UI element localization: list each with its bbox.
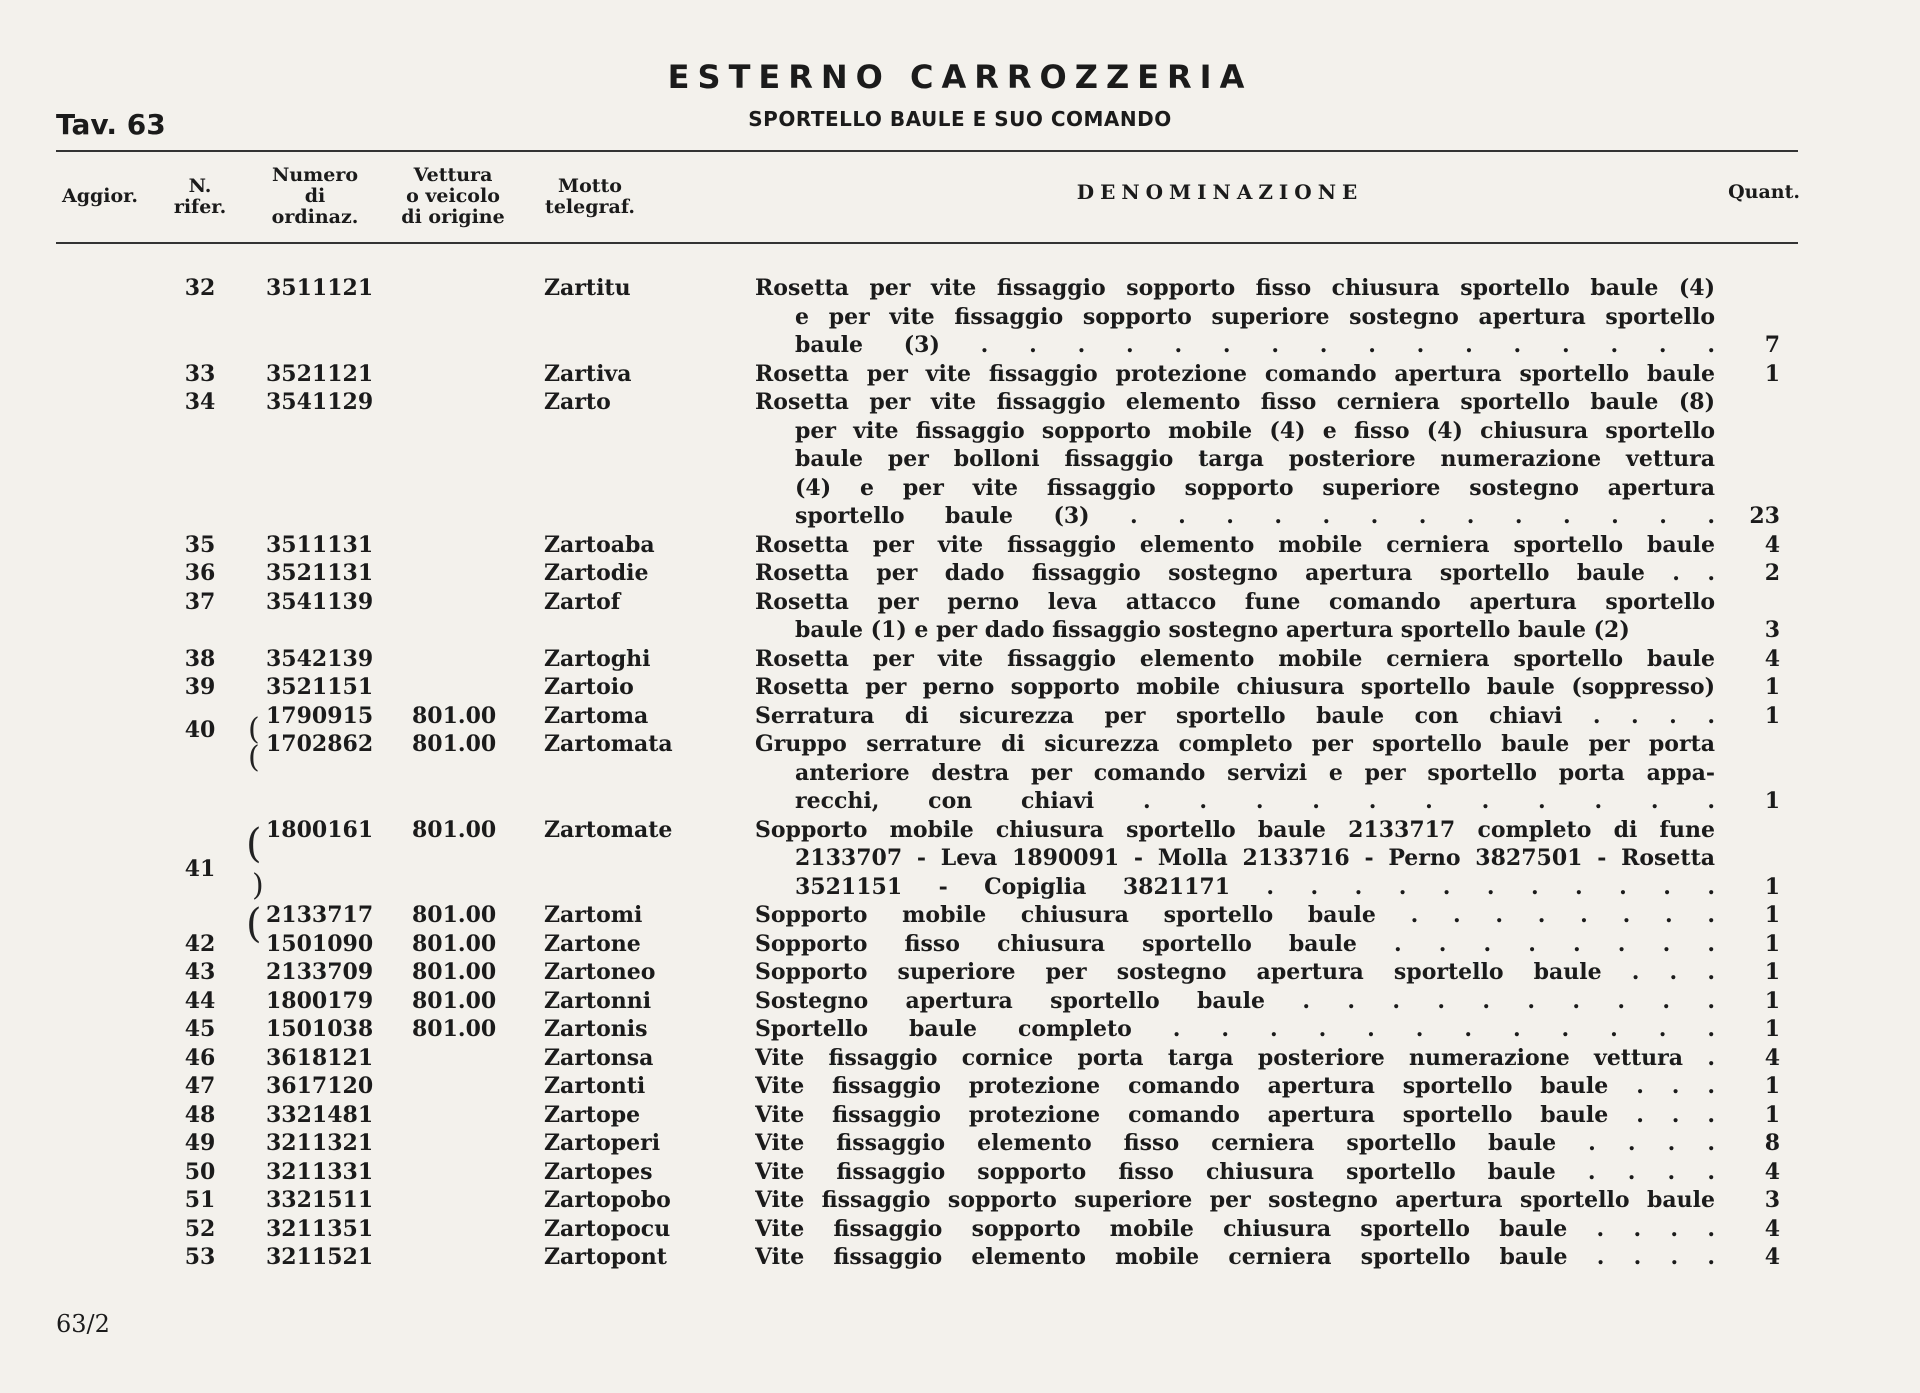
description-line: (4) e per vite fissaggio sopporto superiore sostegno apertura — [795, 474, 1715, 501]
table-row — [0, 958, 1920, 987]
ref-number: 37 — [184, 588, 216, 615]
description-line: Rosetta per vite fissaggio elemento mobile cerniera sportello baule — [755, 645, 1715, 672]
telegraph-code: Zartitu — [544, 275, 631, 301]
quantity: 4 — [1764, 531, 1780, 558]
vehicle-origin: 801.00 — [412, 930, 497, 957]
order-number: 3521131 — [266, 560, 374, 586]
order-number: 1702862 — [266, 731, 374, 757]
quantity: 3 — [1764, 1187, 1780, 1213]
telegraph-code: Zartiva — [544, 360, 632, 387]
telegraph-code: Zartopont — [544, 1244, 667, 1270]
quantity: 1 — [1764, 987, 1780, 1014]
description-line: Vite fissaggio elemento fisso cerniera sportello baule . . . . — [755, 1130, 1715, 1156]
telegraph-code: Zartopobo — [544, 1187, 671, 1213]
description — [755, 1101, 1715, 1130]
telegraph-code: Zartof — [544, 588, 621, 615]
description-line: Sopporto mobile chiusura sportello baule 2133717 completo di fune — [755, 816, 1715, 843]
telegraph-code: Zartomi — [544, 902, 643, 928]
quantity: 1 — [1764, 930, 1780, 957]
vehicle-origin: 801.00 — [412, 731, 497, 757]
description — [755, 816, 1715, 902]
brace-ref-41-upper: ( — [246, 821, 262, 867]
description — [755, 1243, 1715, 1272]
description-line: Rosetta per vite fissaggio protezione comando apertura sportello baule — [755, 360, 1715, 387]
quantity: 1 — [1764, 959, 1780, 985]
page-number: 63/2 — [56, 1310, 110, 1338]
telegraph-code: Zartomata — [544, 731, 673, 757]
description-line: baule per bolloni fissaggio targa posteriore numerazione vettura — [795, 446, 1715, 472]
col-header-vettura: Vettura o veicolo di origine — [401, 164, 505, 228]
description-line: Vite fissaggio sopporto fisso chiusura sportello baule . . . . — [755, 1158, 1715, 1185]
telegraph-code: Zartoaba — [544, 531, 655, 558]
table-row — [0, 360, 1920, 389]
order-number: 1800161 — [266, 816, 374, 843]
description — [755, 1186, 1715, 1215]
vehicle-origin: 801.00 — [412, 1016, 497, 1042]
quantity: 4 — [1764, 1244, 1780, 1270]
description — [755, 901, 1715, 930]
ref-number: 32 — [184, 275, 216, 301]
telegraph-code: Zartonni — [544, 987, 652, 1014]
ref-number: 52 — [184, 1215, 216, 1242]
ref-number: 48 — [184, 1101, 216, 1128]
table-row — [0, 987, 1920, 1016]
order-number: 2133709 — [266, 959, 374, 985]
order-number: 3211321 — [266, 1130, 374, 1156]
quantity: 1 — [1764, 1101, 1780, 1128]
ref-number: 53 — [184, 1244, 216, 1270]
description-line: Vite fissaggio cornice porta targa posteriore numerazione vettura . — [755, 1044, 1715, 1071]
section-subtitle: SPORTELLO BAULE E SUO COMANDO — [748, 107, 1172, 131]
order-number: 3511131 — [266, 531, 374, 558]
description — [755, 559, 1715, 588]
description-line: Sostegno apertura sportello baule . . . . . . . . . . — [755, 987, 1715, 1014]
table-row — [0, 1015, 1920, 1044]
ref-number: 43 — [184, 959, 216, 985]
table-row — [0, 388, 1920, 531]
col-header-denominazione: DENOMINAZIONE — [1076, 180, 1364, 204]
quantity: 1 — [1764, 788, 1780, 814]
section-title: ESTERNO CARROZZERIA — [667, 58, 1253, 96]
table-row — [0, 274, 1920, 360]
description — [755, 360, 1715, 389]
description-line: per vite fissaggio sopporto mobile (4) e fisso (4) chiusura sportello — [795, 417, 1715, 444]
vehicle-origin: 801.00 — [412, 702, 497, 729]
telegraph-code: Zartoperi — [544, 1130, 661, 1156]
description — [755, 958, 1715, 987]
description-line: Rosetta per vite fissaggio elemento mobile cerniera sportello baule — [755, 531, 1715, 558]
quantity: 1 — [1764, 902, 1780, 928]
vehicle-origin: 801.00 — [412, 902, 497, 928]
table-row — [0, 730, 1920, 816]
ref-number: 38 — [184, 645, 216, 672]
quantity: 8 — [1764, 1130, 1780, 1156]
telegraph-code: Zartoneo — [544, 959, 656, 985]
order-number: 3511121 — [266, 275, 374, 301]
order-number: 3521121 — [266, 360, 374, 387]
table-row — [0, 559, 1920, 588]
vehicle-origin: 801.00 — [412, 816, 497, 843]
ref-number: 49 — [184, 1130, 216, 1156]
description-line: sportello baule (3) . . . . . . . . . . . . . — [795, 503, 1715, 529]
description-line: Rosetta per perno leva attacco fune comando apertura sportello — [755, 588, 1715, 615]
table-row — [0, 1215, 1920, 1244]
telegraph-code: Zartope — [544, 1101, 641, 1128]
order-number: 1501038 — [266, 1016, 374, 1042]
ref-number: 33 — [184, 360, 216, 387]
table-row — [0, 930, 1920, 959]
description-line: Sopporto fisso chiusura sportello baule . . . . . . . . — [755, 930, 1715, 957]
ref-number: 35 — [184, 531, 216, 558]
order-number: 3542139 — [266, 645, 374, 672]
description — [755, 1044, 1715, 1073]
table-row — [0, 1072, 1920, 1101]
description-line: Rosetta per vite fissaggio sopporto fisso chiusura sportello baule (4) — [755, 275, 1715, 301]
order-number: 3618121 — [266, 1044, 374, 1071]
quantity: 3 — [1764, 617, 1780, 643]
description-line: Rosetta per vite fissaggio elemento fisso cerniera sportello baule (8) — [755, 389, 1715, 415]
telegraph-code: Zartonis — [544, 1016, 648, 1042]
ref-number: 44 — [184, 987, 216, 1014]
quantity: 7 — [1764, 332, 1780, 358]
description — [755, 730, 1715, 816]
ref-number: 47 — [184, 1073, 216, 1099]
order-number: 3541129 — [266, 389, 374, 415]
telegraph-code: Zartone — [544, 930, 641, 957]
description-line: Vite fissaggio protezione comando apertura sportello baule . . . — [755, 1101, 1715, 1128]
table-row — [0, 1186, 1920, 1215]
order-number: 3211521 — [266, 1244, 374, 1270]
description-line: Vite fissaggio elemento mobile cerniera sportello baule . . . . — [755, 1244, 1715, 1270]
description-line: Vite fissaggio sopporto mobile chiusura sportello baule . . . . — [755, 1215, 1715, 1242]
col-header-numero-ordinaz: Numero di ordinaz. — [271, 164, 359, 228]
telegraph-code: Zartonti — [544, 1073, 646, 1099]
telegraph-code: Zartoio — [544, 674, 634, 700]
quantity: 23 — [1749, 503, 1780, 529]
order-number: 1501090 — [266, 930, 374, 957]
description — [755, 588, 1715, 645]
quantity: 1 — [1764, 1016, 1780, 1042]
order-number: 3541139 — [266, 588, 374, 615]
table-row — [0, 702, 1920, 743]
description-line: Sportello baule completo . . . . . . . . . . . . — [755, 1016, 1715, 1042]
description — [755, 1158, 1715, 1187]
table-row — [0, 1101, 1920, 1130]
description-line: baule (1) e per dado fissaggio sostegno apertura sportello baule (2) — [795, 617, 1630, 643]
quantity: 4 — [1764, 1044, 1780, 1071]
telegraph-code: Zartopocu — [544, 1215, 671, 1242]
table-row — [0, 1044, 1920, 1073]
order-number: 3321481 — [266, 1101, 374, 1128]
telegraph-code: Zartoma — [544, 702, 649, 729]
vehicle-origin: 801.00 — [412, 987, 497, 1014]
telegraph-code: Zartopes — [544, 1158, 653, 1185]
ref-number: 51 — [184, 1187, 216, 1213]
table-row — [0, 645, 1920, 674]
quantity: 4 — [1764, 645, 1780, 672]
table-row — [0, 673, 1920, 702]
brace-ref-41-mid: ) — [252, 868, 264, 903]
quantity: 2 — [1764, 560, 1780, 586]
table-row — [0, 816, 1920, 902]
ref-number: 36 — [184, 560, 216, 586]
description-line: 2133707 - Leva 1890091 - Molla 2133716 - Perno 3827501 - Rosetta — [795, 845, 1715, 871]
telegraph-code: Zartodie — [544, 560, 649, 586]
table-row — [0, 531, 1920, 560]
telegraph-code: Zartomate — [544, 816, 673, 843]
brace-ref-40-upper: ( — [248, 712, 260, 747]
description — [755, 930, 1715, 959]
telegraph-code: Zartoghi — [544, 645, 651, 672]
ref-number: 42 — [184, 930, 216, 957]
description — [755, 531, 1715, 560]
ref-number: 39 — [184, 674, 216, 700]
description-line: 3521151 - Copiglia 3821171 . . . . . . . . . . . — [795, 873, 1715, 900]
col-header-aggior: Aggior. — [61, 185, 139, 207]
quantity: 1 — [1764, 360, 1780, 387]
description-line: baule (3) . . . . . . . . . . . . . . . . — [795, 332, 1715, 358]
description-line: Rosetta per dado fissaggio sostegno apertura sportello baule . . — [755, 560, 1715, 586]
order-number: 1800179 — [266, 987, 374, 1014]
description-line: Sopporto mobile chiusura sportello baule . . . . . . . . — [755, 902, 1715, 928]
order-number: 3211351 — [266, 1215, 374, 1242]
ref-number: 40 — [184, 716, 216, 743]
telegraph-code: Zarto — [544, 389, 611, 415]
telegraph-code: Zartonsa — [544, 1044, 654, 1071]
header-rule-top — [56, 150, 1798, 152]
description-line: Vite fissaggio protezione comando apertura sportello baule . . . — [755, 1073, 1715, 1099]
vehicle-origin: 801.00 — [412, 959, 497, 985]
description — [755, 388, 1715, 531]
description — [755, 673, 1715, 702]
table-number: Tav. 63 — [56, 108, 166, 141]
col-header-quant: Quant. — [1728, 181, 1800, 203]
description-line: Vite fissaggio sopporto superiore per sostegno apertura sportello baule — [755, 1187, 1715, 1213]
description — [755, 1015, 1715, 1044]
table-row — [0, 1129, 1920, 1158]
ref-number: 34 — [184, 389, 216, 415]
order-number: 1790915 — [266, 702, 374, 729]
ref-number: 41 — [184, 856, 216, 883]
description-line: Sopporto superiore per sostegno apertura sportello baule . . . — [755, 959, 1715, 985]
brace-ref-41-lower: ( — [246, 901, 262, 947]
quantity: 4 — [1764, 1158, 1780, 1185]
description — [755, 1129, 1715, 1158]
quantity: 4 — [1764, 1215, 1780, 1242]
table-row — [0, 1243, 1920, 1272]
description-line: Rosetta per perno sopporto mobile chiusura sportello baule (soppresso) — [755, 674, 1715, 700]
order-number: 3617120 — [266, 1073, 374, 1099]
description-line: Serratura di sicurezza per sportello baule con chiavi . . . . — [755, 702, 1715, 729]
col-header-motto: Motto telegraf. — [545, 175, 635, 218]
quantity: 1 — [1764, 873, 1780, 900]
description — [755, 1215, 1715, 1244]
description-line: Gruppo serrature di sicurezza completo per sportello baule per porta — [755, 731, 1715, 757]
quantity: 1 — [1764, 674, 1780, 700]
description — [755, 1072, 1715, 1101]
order-number: 3521151 — [266, 674, 374, 700]
table-row — [0, 901, 1920, 930]
header-rule-bottom — [56, 242, 1798, 244]
ref-number: 46 — [184, 1044, 216, 1071]
description-line: recchi, con chiavi . . . . . . . . . . . — [795, 788, 1715, 814]
quantity: 1 — [1764, 702, 1780, 729]
description-line: anteriore destra per comando servizi e per sportello porta appa- — [795, 759, 1715, 786]
description-line: e per vite fissaggio sopporto superiore sostegno apertura sportello — [795, 303, 1715, 330]
description — [755, 645, 1715, 674]
order-number: 3211331 — [266, 1158, 374, 1185]
description — [755, 274, 1715, 360]
ref-number: 45 — [184, 1016, 216, 1042]
table-row — [0, 1158, 1920, 1187]
quantity: 1 — [1764, 1073, 1780, 1099]
description — [755, 702, 1715, 731]
order-number: 2133717 — [266, 902, 374, 928]
description — [755, 987, 1715, 1016]
table-row — [0, 588, 1920, 645]
ref-number: 50 — [184, 1158, 216, 1185]
brace-ref-40-lower: ( — [248, 740, 260, 775]
order-number: 3321511 — [266, 1187, 374, 1213]
col-header-n-rifer: N. rifer. — [173, 175, 227, 218]
